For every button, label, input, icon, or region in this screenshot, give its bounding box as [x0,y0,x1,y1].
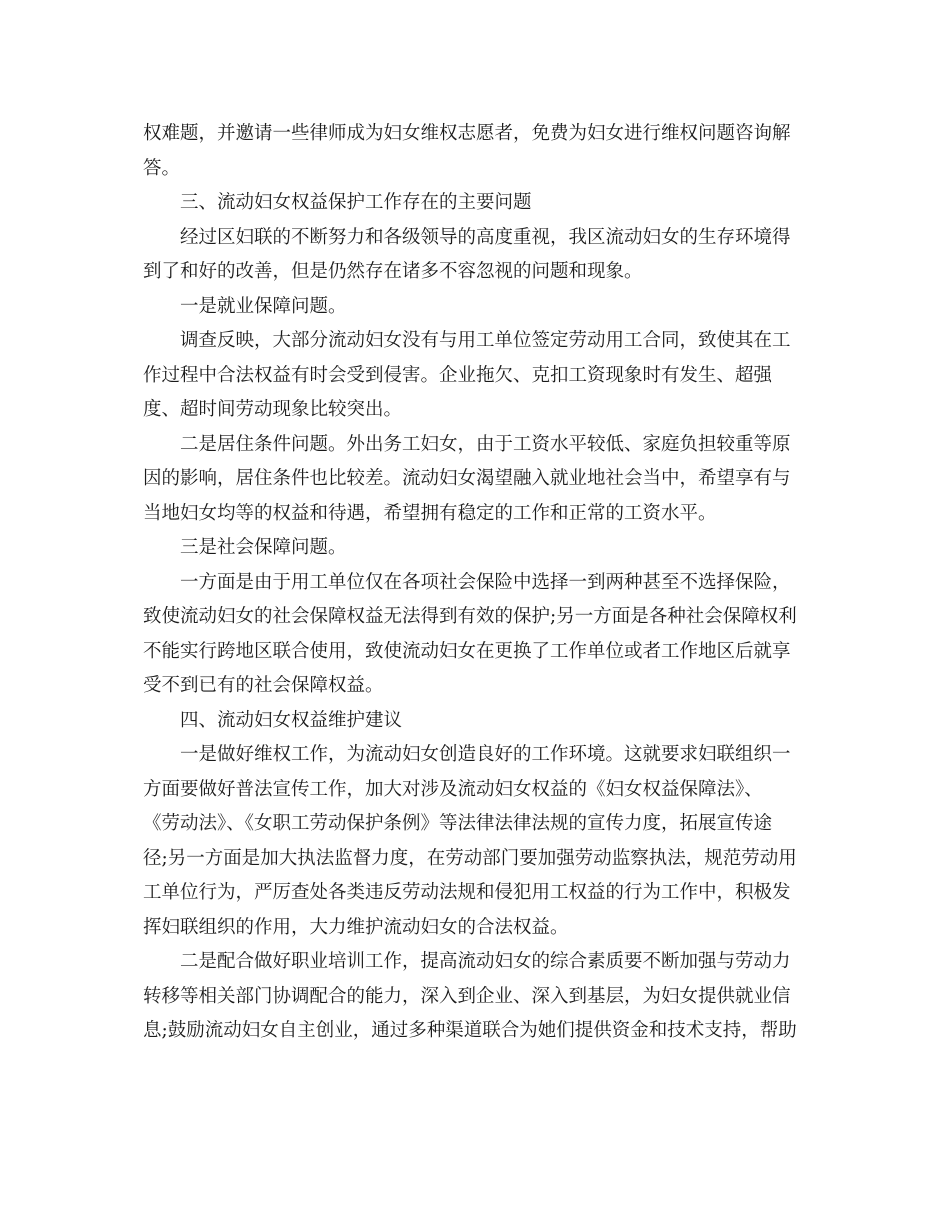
text-line: 受不到已有的社会保障权益。 [143,675,384,696]
document-body [143,117,803,1049]
text-line: 二是居住条件问题。外出务工妇女，由于工资水平较低、家庭负担较重等原 [180,433,791,455]
text-line: 作过程中合法权益有时会受到侵害。企业拖欠、克扣工资现象时有发生、超强 [143,364,773,386]
text-line: 到了和好的改善，但是仍然存在诸多不容忽视的问题和现象。 [143,261,643,282]
subheading: 一是就业保障问题。 [180,295,347,317]
text-line: 二是配合做好职业培训工作，提高流动妇女的综合素质要不断加强与劳动力 [180,951,791,972]
text-line: 《劳动法》、《女职工劳动保护条例》等法律法律法规的宣传力度，拓展宣传途 [143,813,773,834]
text-line: 转移等相关部门协调配合的能力，深入到企业、深入到基层，为妇女提供就业信 [143,985,791,1007]
text-line: 挥妇联组织的作用，大力维护流动妇女的合法权益。 [143,916,569,938]
subheading: 三是社会保障问题。 [180,537,347,558]
text-line: 答。 [143,157,181,179]
text-line: 径;另一方面是加大执法监督力度，在劳动部门要加强劳动监察执法，规范劳动用 [143,847,797,869]
text-line: 权难题，并邀请一些律师成为妇女维权志愿者，免费为妇女进行维权问题咨询解 [143,123,791,144]
text-line: 不能实行跨地区联合使用，致使流动妇女在更换了工作单位或者工作地区后就享 [143,640,791,662]
text-line: 调查反映，大部分流动妇女没有与用工单位签定劳动用工合同，致使其在工 [180,330,791,351]
text-line: 方面要做好普法宣传工作，加大对涉及流动妇女权益的《妇女权益保障法》、 [143,778,763,800]
text-line: 经过区妇联的不断努力和各级领导的高度重视，我区流动妇女的生存环境得 [180,226,791,248]
text-line: 度、超时间劳动现象比较突出。 [143,399,403,420]
text-line: 致使流动妇女的社会保障权益无法得到有效的保护;另一方面是各种社会保障权利 [143,606,797,627]
text-line: 息;鼓励流动妇女自主创业，通过多种渠道联合为她们提供资金和技术支持，帮助 [143,1020,797,1041]
section-heading: 三、流动妇女权益保护工作存在的主要问题 [180,192,532,213]
text-line: 工单位行为，严厉查处各类违反劳动法规和侵犯用工权益的行为工作中，积极发 [143,882,791,903]
text-line: 一方面是由于用工单位仅在各项社会保险中选择一到两种甚至不选择保险， [180,571,791,593]
text-line: 因的影响，居住条件也比较差。流动妇女渴望融入就业地社会当中，希望享有与 [143,468,791,489]
text-line: 一是做好维权工作，为流动妇女创造良好的工作环境。这就要求妇联组织一 [180,744,791,765]
text-line: 当地妇女均等的权益和待遇，希望拥有稳定的工作和正常的工资水平。 [143,502,717,524]
section-heading: 四、流动妇女权益维护建议 [180,709,403,731]
